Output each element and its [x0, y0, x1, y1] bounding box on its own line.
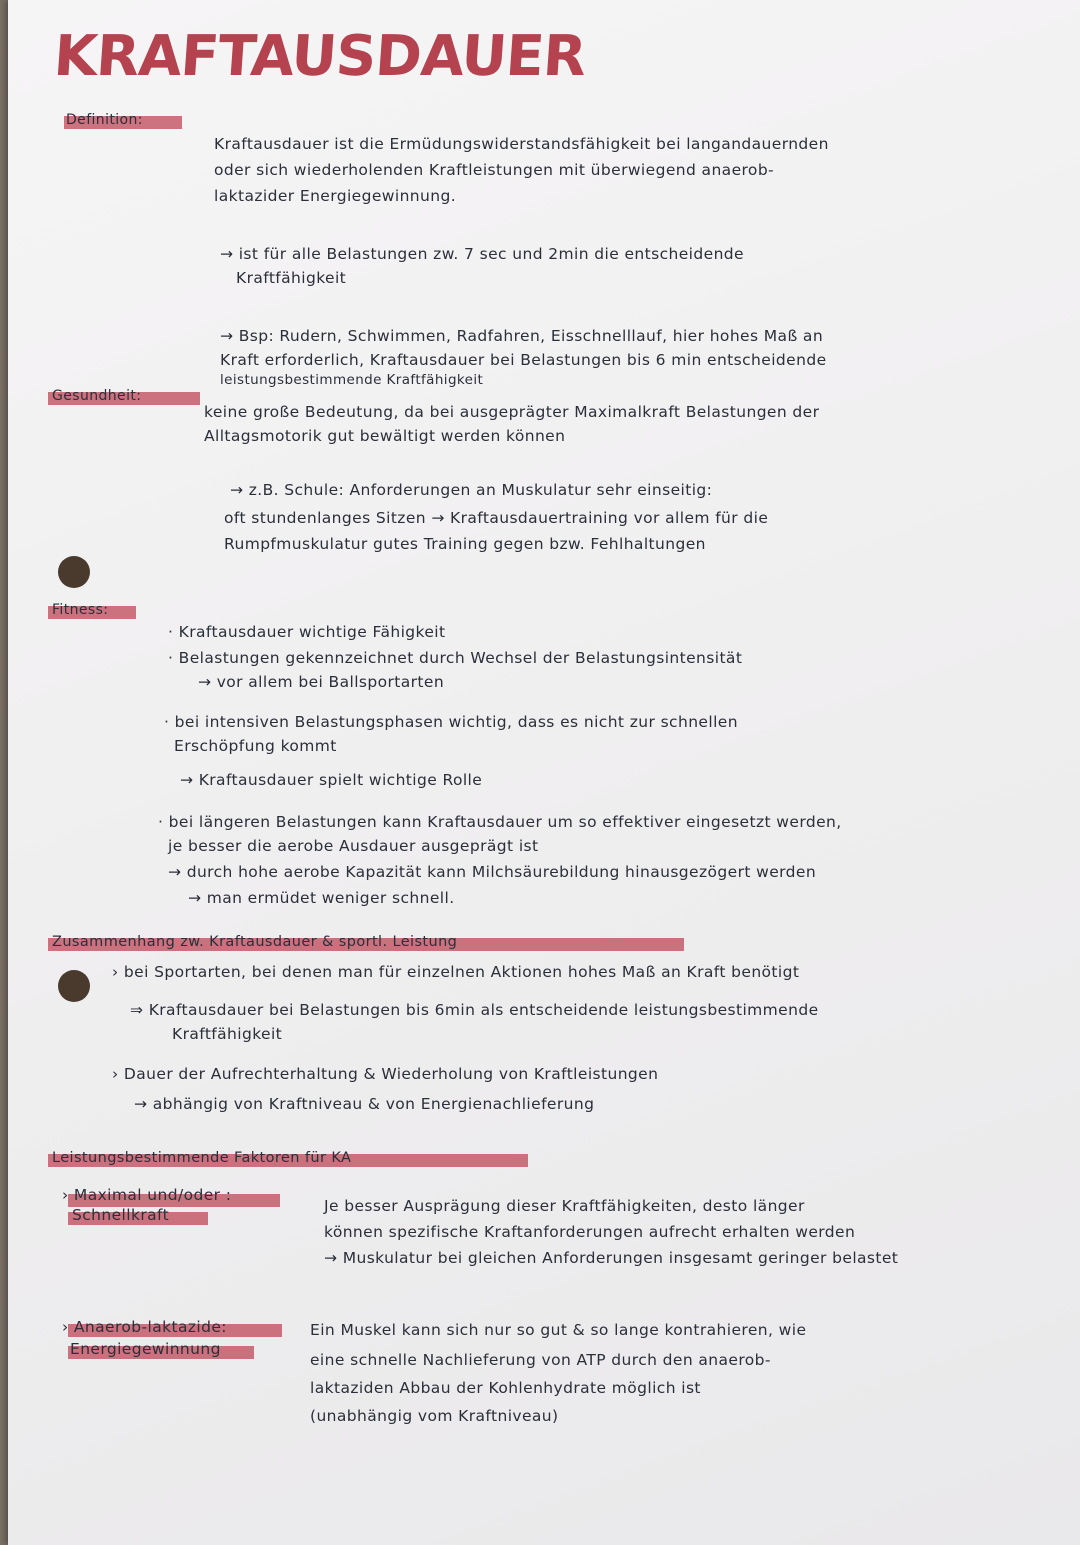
fitness-line: → Kraftausdauer spielt wichtige Rolle	[180, 771, 483, 789]
faktor1-text: Je besser Ausprägung dieser Kraftfähigkeiten, desto länger	[324, 1197, 805, 1215]
faktor2-text: eine schnelle Nachlieferung von ATP durch den anaerob-	[310, 1351, 771, 1369]
fitness-line: · Kraftausdauer wichtige Fähigkeit	[168, 623, 446, 641]
definition-line: Kraftausdauer ist die Ermüdungswiderstandsfähigkeit bei langandauernden	[214, 135, 829, 153]
fitness-line: → durch hohe aerobe Kapazität kann Milchsäurebildung hinausgezögert werden	[168, 863, 817, 881]
faktor1-text: können spezifische Kraftanforderungen aufrecht erhalten werden	[324, 1223, 856, 1241]
page-title: KRAFTAUSDAUER	[51, 24, 588, 89]
fitness-line: · bei längeren Belastungen kann Kraftausdauer um so effektiver eingesetzt werden,	[158, 813, 842, 831]
punch-hole	[58, 556, 90, 588]
zusammenhang-line: Kraftfähigkeit	[172, 1025, 283, 1043]
faktor2-text: laktaziden Abbau der Kohlenhydrate möglich ist	[310, 1379, 701, 1397]
definition-line: oder sich wiederholenden Kraftleistungen mit überwiegend anaerob-	[214, 161, 775, 179]
zusammenhang-line: › Dauer der Aufrechterhaltung & Wiederholung von Kraftleistungen	[112, 1065, 659, 1083]
fitness-line: · Belastungen gekennzeichnet durch Wechsel der Belastungsintensität	[168, 649, 743, 667]
faktoren-heading: Leistungsbestimmende Faktoren für KA	[52, 1150, 352, 1166]
definition-example-line: Kraft erforderlich, Kraftausdauer bei Belastungen bis 6 min entscheidende	[220, 351, 827, 369]
fitness-line: Erschöpfung kommt	[174, 737, 337, 755]
fitness-label: Fitness:	[52, 602, 109, 618]
faktor1-label: Schnellkraft	[72, 1206, 170, 1224]
zusammenhang-line: ⇒ Kraftausdauer bei Belastungen bis 6min als entscheidende leistungsbestimmende	[130, 1001, 819, 1019]
gesundheit-example-line: → z.B. Schule: Anforderungen an Muskulatur sehr einseitig:	[230, 481, 713, 499]
zusammenhang-line: › bei Sportarten, bei denen man für einzelnen Aktionen hohes Maß an Kraft benötigt	[112, 963, 800, 981]
zusammenhang-heading: Zusammenhang zw. Kraftausdauer & sportl. Leistung	[52, 934, 458, 950]
definition-example-line: → Bsp: Rudern, Schwimmen, Radfahren, Eisschnelllauf, hier hohes Maß an	[220, 327, 824, 345]
fitness-line: → vor allem bei Ballsportarten	[198, 673, 445, 691]
paper-sheet	[8, 0, 1080, 1545]
definition-example-line: leistungsbestimmende Kraftfähigkeit	[220, 372, 484, 388]
definition-label: Definition:	[66, 112, 143, 128]
faktor2-text: (unabhängig vom Kraftniveau)	[310, 1407, 559, 1425]
definition-line: laktazider Energiegewinnung.	[214, 187, 457, 205]
zusammenhang-line: → abhängig von Kraftniveau & von Energienachlieferung	[134, 1095, 595, 1113]
fitness-line: je besser die aerobe Ausdauer ausgeprägt ist	[168, 837, 539, 855]
gesundheit-line: keine große Bedeutung, da bei ausgeprägter Maximalkraft Belastungen der	[204, 403, 820, 421]
gesundheit-example-line: oft stundenlanges Sitzen → Kraftausdauertraining vor allem für die	[224, 509, 769, 527]
definition-arrow-line: → ist für alle Belastungen zw. 7 sec und 2min die entscheidende	[220, 245, 744, 263]
definition-arrow-line: Kraftfähigkeit	[236, 269, 347, 287]
faktor2-label: Energiegewinnung	[70, 1340, 221, 1358]
faktor1-text: → Muskulatur bei gleichen Anforderungen insgesamt geringer belastet	[324, 1249, 899, 1267]
punch-hole	[58, 970, 90, 1002]
gesundheit-label: Gesundheit:	[52, 388, 142, 404]
faktor2-label: › Anaerob-laktazide:	[62, 1318, 227, 1336]
faktor2-text: Ein Muskel kann sich nur so gut & so lange kontrahieren, wie	[310, 1321, 807, 1339]
fitness-line: → man ermüdet weniger schnell.	[188, 889, 455, 907]
faktor1-label: › Maximal und/oder :	[62, 1186, 232, 1204]
gesundheit-line: Alltagsmotorik gut bewältigt werden können	[204, 427, 566, 445]
fitness-line: · bei intensiven Belastungsphasen wichtig, dass es nicht zur schnellen	[164, 713, 738, 731]
gesundheit-example-line: Rumpfmuskulatur gutes Training gegen bzw. Fehlhaltungen	[224, 535, 706, 553]
